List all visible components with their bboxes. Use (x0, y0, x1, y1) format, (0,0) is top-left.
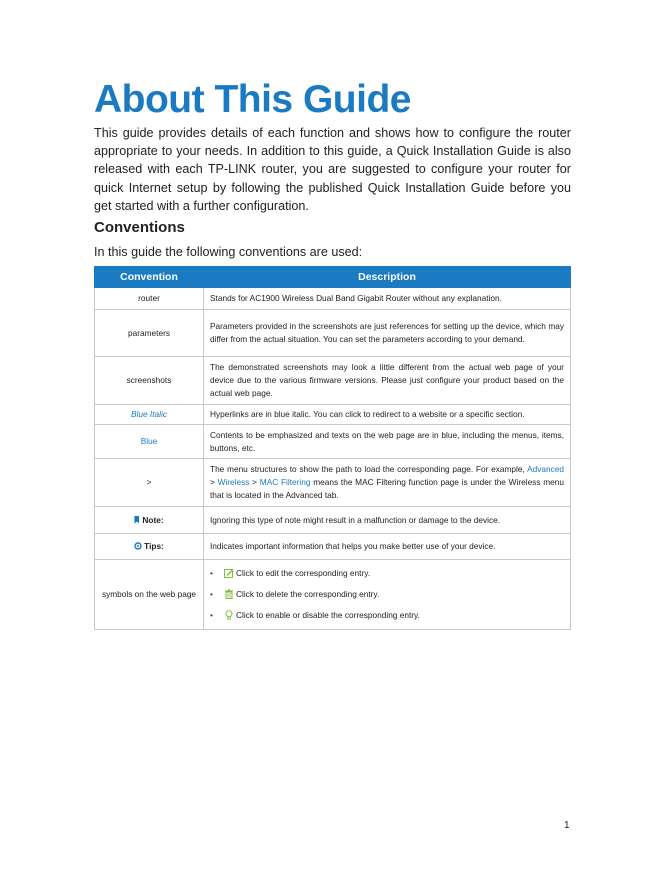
menu-path-wireless: Wireless (217, 477, 250, 488)
convention-parameters: parameters (95, 310, 204, 357)
delete-text: Click to delete the corresponding entry. (236, 589, 380, 599)
bookmark-icon (134, 516, 139, 524)
convention-tips (95, 534, 204, 560)
description-arrow (204, 459, 571, 507)
conventions-lead: In this guide the following conventions are used: (94, 245, 363, 259)
list-item (210, 605, 564, 626)
table-row (95, 560, 571, 630)
arrow-desc-after: means the MAC Filtering function page is under the Wireless menu that is located in the Advanced tab. (210, 477, 564, 500)
menu-path-advanced: Advanced (527, 464, 564, 475)
menu-path-mac-filtering: MAC Filtering (259, 477, 311, 488)
list-item (210, 584, 564, 605)
convention-blue: Blue (95, 425, 204, 459)
header-description: Description (204, 267, 571, 288)
intro-paragraph: This guide provides details of each function and shows how to configure the router appropriate to your needs. In addition to this guide, a Quick Installation Guide is also released with each TP-LINK router, you are suggested to configure your router for quick Internet setup by following the published Quick Installation Guide before you get started with a further configuration. (94, 126, 571, 213)
description-symbols (204, 560, 571, 630)
description-tips: Indicates important information that helps you make better use of your device. (204, 534, 571, 560)
edit-icon (224, 565, 234, 575)
symbol-list (210, 563, 564, 626)
list-item (210, 563, 564, 584)
tips-label: Tips: (144, 540, 164, 551)
table-header-row (95, 267, 571, 288)
convention-note (95, 507, 204, 534)
convention-arrow: > (95, 459, 204, 507)
header-convention: Convention (95, 267, 204, 288)
delete-icon (224, 586, 234, 596)
convention-screenshots: screenshots (95, 357, 204, 405)
table-row (95, 534, 571, 560)
description-screenshots: The demonstrated screenshots may look a little different from the actual web page of your device due to the various firmware versions. Please just configure your product based on the actual web page. (204, 357, 571, 405)
arrow-desc-before: The menu structures to show the path to load the corresponding page. For example, (210, 464, 528, 475)
description-blue-italic: Hyperlinks are in blue italic. You can click to redirect to a website or a specific section. (204, 405, 571, 425)
table-row (95, 405, 571, 425)
description-blue: Contents to be emphasized and texts on the web page are in blue, including the menus, items, buttons, etc. (204, 425, 571, 459)
page-number: 1 (564, 820, 570, 831)
conventions-heading: Conventions (94, 219, 185, 236)
description-router: Stands for AC1900 Wireless Dual Band Gigabit Router without any explanation. (204, 288, 571, 310)
convention-symbols: symbols on the web page (95, 560, 204, 630)
convention-router: router (95, 288, 204, 310)
convention-blue-italic: Blue Italic (95, 405, 204, 425)
lightbulb-icon (224, 607, 234, 617)
table-row (95, 425, 571, 459)
tips-icon (134, 541, 142, 554)
table-row (95, 459, 571, 507)
table-row (95, 357, 571, 405)
menu-path-separator: > (210, 477, 218, 488)
table-row (95, 288, 571, 310)
table-row (95, 507, 571, 534)
note-label: Note: (142, 514, 164, 525)
menu-path-separator: > (249, 477, 260, 488)
page-title: About This Guide (94, 78, 411, 121)
description-parameters: Parameters provided in the screenshots are just references for setting up the device, which may differ from the actual situation. You can set the parameters according to your demand. (204, 310, 571, 357)
table-row (95, 310, 571, 357)
description-note: Ignoring this type of note might result in a malfunction or damage to the device. (204, 507, 571, 534)
edit-text: Click to edit the corresponding entry. (236, 568, 371, 578)
toggle-text: Click to enable or disable the corresponding entry. (236, 610, 420, 620)
conventions-table (94, 266, 571, 630)
